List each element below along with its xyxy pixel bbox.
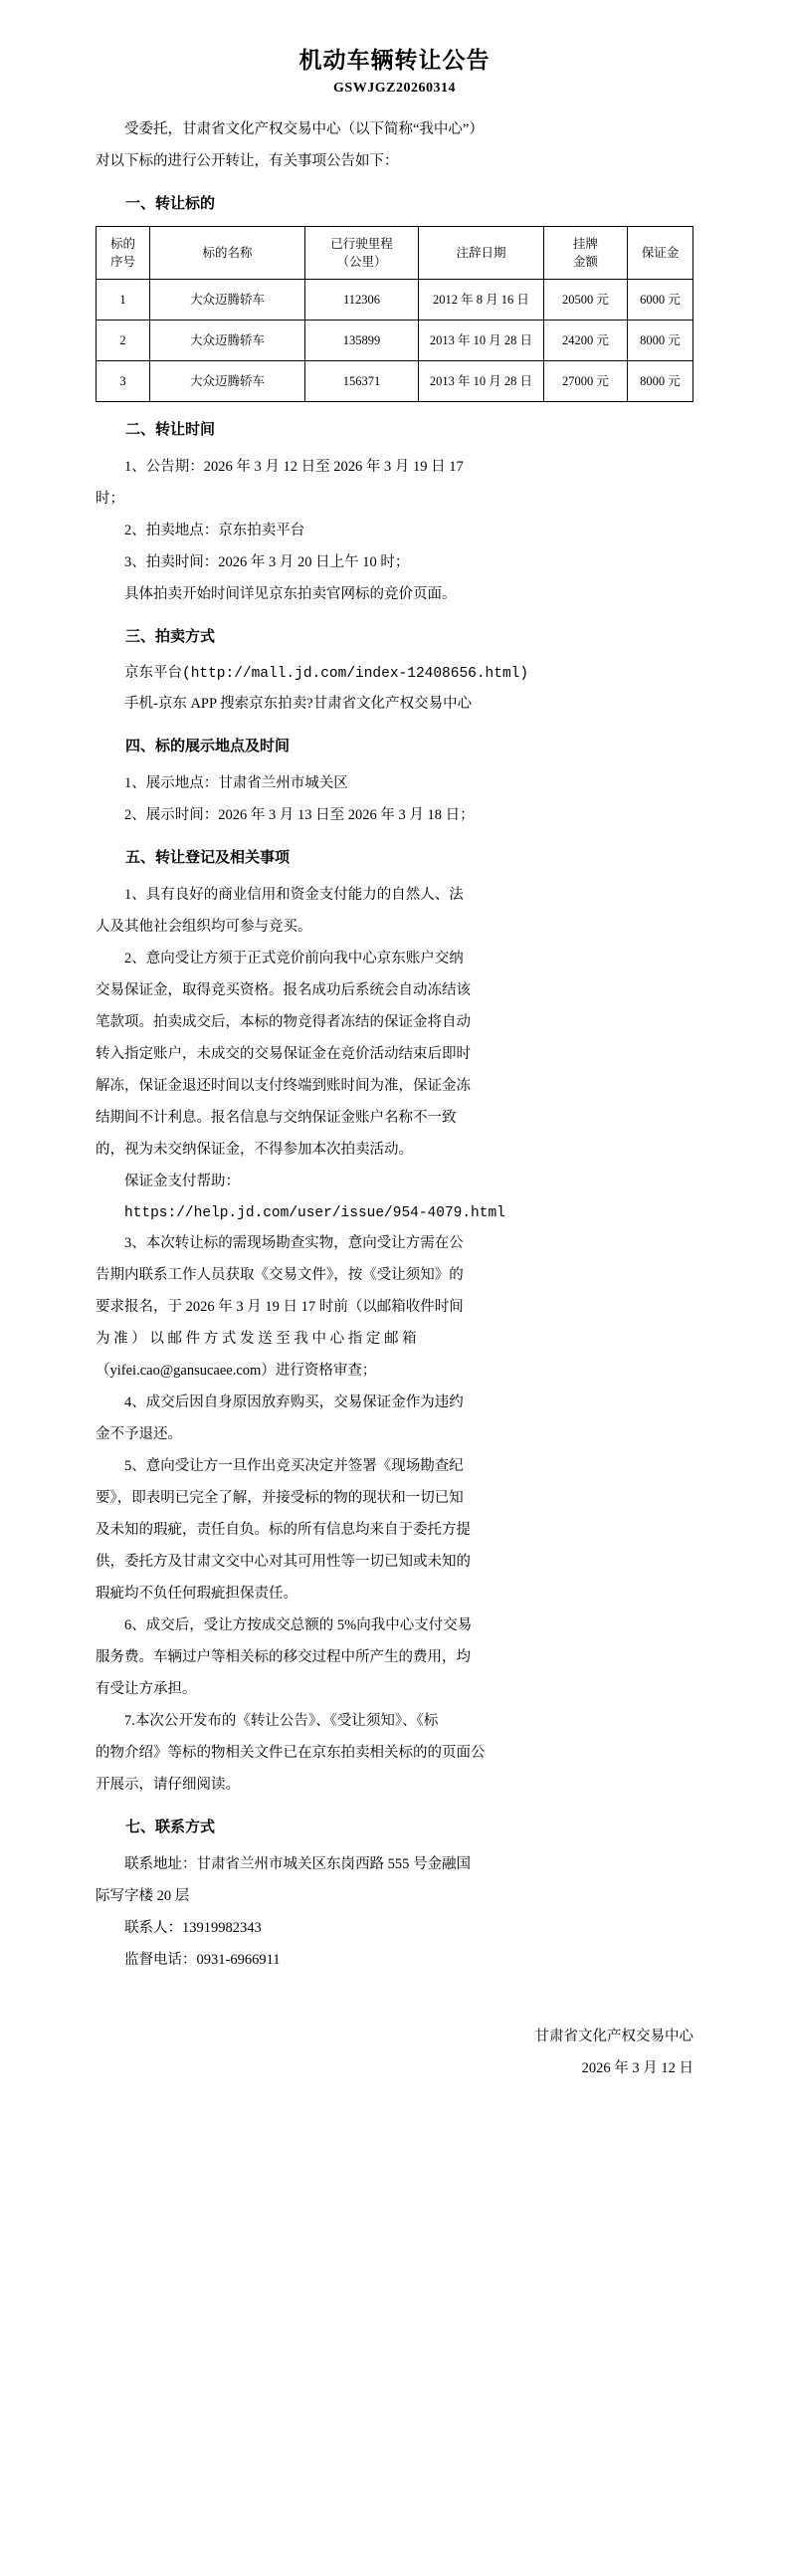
registration-item-3-line3: 要求报名，于 2026 年 3 月 19 日 17 时前（以邮箱收件时间 — [96, 1299, 464, 1315]
intro-paragraph-line-1: 受委托，甘肃省文化产权交易中心（以下简称“我中心”） — [124, 121, 484, 137]
cell-index: 1 — [97, 280, 150, 321]
cell-price: 27000 元 — [544, 361, 628, 402]
supervision-phone: 监督电话：0931-6966911 — [124, 1952, 281, 1968]
registration-item-6-line2: 服务费。车辆过户等相关标的移交过程中所产生的费用，均 — [96, 1649, 471, 1665]
time-item-1-line1: 1、公告期：2026 年 3 月 12 日至 2026 年 3 月 19 日 17 — [124, 459, 464, 475]
time-item-3: 3、拍卖时间：2026 年 3 月 20 日上午 10 时； — [124, 554, 410, 570]
table-header-mileage-line1: 已行驶里程 — [330, 237, 393, 251]
registration-item-3-line2: 告期内联系工作人员获取《交易文件》，按《受让须知》的 — [96, 1267, 464, 1283]
cell-name: 大众迈腾轿车 — [150, 321, 305, 361]
section-heading-contact: 七、联系方式 — [125, 1820, 216, 1835]
table-header-mileage-line2: （公里） — [336, 255, 387, 269]
auction-platform-url[interactable]: 京东平台(http://mall.jd.com/index-12408656.html) — [124, 666, 529, 682]
section-heading-display: 四、标的展示地点及时间 — [125, 739, 291, 754]
document-footer — [96, 2021, 693, 2084]
section-heading-transfer-subject: 一、转让标的 — [125, 196, 216, 212]
registration-item-2-line1: 2、意向受让方须于正式竞价前向我中心京东账户交纳 — [124, 951, 464, 966]
cell-date: 2013 年 10 月 28 日 — [419, 361, 544, 402]
registration-item-6-line1: 6、成交后，受让方按成交总额的 5%向我中心支付交易 — [124, 1617, 473, 1633]
table-header-price-line2: 金额 — [572, 255, 598, 269]
registration-item-3-line1: 3、本次转让标的需现场勘查实物，意向受让方需在公 — [124, 1235, 464, 1251]
table-row — [97, 280, 693, 321]
section-heading-transfer-time: 二、转让时间 — [125, 422, 216, 438]
table-header-price — [544, 227, 628, 280]
vehicle-table — [96, 226, 693, 402]
cell-name: 大众迈腾轿车 — [150, 361, 305, 402]
registration-item-2-line5: 解冻，保证金退还时间以支付终端到账时间为准，保证金冻 — [96, 1078, 471, 1094]
table-header-index — [97, 227, 150, 280]
table-row — [97, 361, 693, 402]
registration-item-2-line7: 的，视为未交纳保证金，不得参加本次拍卖活动。 — [96, 1142, 413, 1158]
cell-index: 3 — [97, 361, 150, 402]
cell-deposit: 6000 元 — [628, 280, 693, 321]
display-location: 1、展示地点：甘肃省兰州市城关区 — [124, 775, 348, 791]
registration-item-5-line2: 要》，即表明已完全了解，并接受标的物的现状和一切已知 — [96, 1490, 464, 1506]
registration-item-5-line5: 瑕疵均不负任何瑕疵担保责任。 — [96, 1586, 297, 1602]
registration-item-2-line3: 笔款项。拍卖成交后，本标的物竞得者冻结的保证金将自动 — [96, 1014, 471, 1030]
cell-mileage: 156371 — [305, 361, 419, 402]
registration-item-7-line1: 7.本次公开发布的《转让公告》、《受让须知》、《标 — [124, 1713, 439, 1729]
registration-item-1-line1: 1、具有良好的商业信用和资金支付能力的自然人、法 — [124, 887, 464, 903]
footer-date: 2026 年 3 月 12 日 — [581, 2060, 693, 2076]
table-header-row — [97, 227, 693, 280]
auction-mobile-app: 手机-京东 APP 搜索京东拍卖?甘肃省文化产权交易中心 — [124, 696, 473, 712]
contact-person: 联系人：13919982343 — [124, 1920, 262, 1936]
cell-price: 24200 元 — [544, 321, 628, 361]
document-number: GSWJGZ20260314 — [333, 81, 456, 96]
cell-deposit: 8000 元 — [628, 361, 693, 402]
cell-mileage: 112306 — [305, 280, 419, 321]
table-header-date: 注辞日期 — [419, 227, 544, 280]
table-header-price-line1: 挂牌 — [572, 237, 598, 251]
section-heading-registration: 五、转让登记及相关事项 — [125, 850, 291, 866]
footer-organization: 甘肃省文化产权交易中心 — [534, 2029, 693, 2044]
deposit-help-label: 保证金支付帮助： — [124, 1174, 240, 1189]
cell-date: 2013 年 10 月 28 日 — [419, 321, 544, 361]
cell-mileage: 135899 — [305, 321, 419, 361]
time-item-1-line2: 时； — [96, 491, 124, 507]
registration-item-6-line3: 有受让方承担。 — [96, 1681, 197, 1697]
cell-date: 2012 年 8 月 16 日 — [419, 280, 544, 321]
registration-item-5-line1: 5、意向受让方一旦作出竞买决定并签署《现场勘查纪 — [124, 1458, 464, 1474]
registration-item-2-line2: 交易保证金，取得竞买资格。报名成功后系统会自动冻结该 — [96, 982, 471, 998]
intro-paragraph-line-2: 对以下标的进行公开转让，有关事项公告如下： — [96, 153, 399, 169]
cell-price: 20500 元 — [544, 280, 628, 321]
time-item-2: 2、拍卖地点：京东拍卖平台 — [124, 523, 305, 538]
time-item-note: 具体拍卖开始时间详见京东拍卖官网标的竞价页面。 — [124, 586, 457, 602]
registration-item-2-line4: 转入指定账户，未成交的交易保证金在竞价活动结束后即时 — [96, 1046, 471, 1062]
registration-item-2-line6: 结期间不计利息。报名信息与交纳保证金账户名称不一致 — [96, 1110, 457, 1126]
registration-item-4-line2: 金不予退还。 — [96, 1426, 182, 1442]
table-header-deposit: 保证金 — [628, 227, 693, 280]
table-header-index-line1: 标的 — [109, 237, 135, 251]
table-row — [97, 321, 693, 361]
registration-item-4-line1: 4、成交后因自身原因放弃购买，交易保证金作为违约 — [124, 1395, 464, 1410]
registration-item-7-line2: 的物介绍》等标的物相关文件已在京东拍卖相关标的的页面公 — [96, 1745, 486, 1761]
registration-item-3-line4: 为 准 ） 以 邮 件 方 式 发 送 至 我 中 心 指 定 邮 箱 — [96, 1331, 417, 1347]
cell-name: 大众迈腾轿车 — [150, 280, 305, 321]
table-header-index-line2: 序号 — [109, 255, 135, 269]
contact-address-line1: 联系地址：甘肃省兰州市城关区东岗西路 555 号金融国 — [124, 1856, 471, 1872]
cell-deposit: 8000 元 — [628, 321, 693, 361]
table-header-name: 标的名称 — [150, 227, 305, 280]
cell-index: 2 — [97, 321, 150, 361]
section-heading-auction-method: 三、拍卖方式 — [125, 629, 216, 645]
display-time: 2、展示时间：2026 年 3 月 13 日至 2026 年 3 月 18 日； — [124, 807, 475, 823]
table-header-mileage — [305, 227, 419, 280]
registration-item-7-line3: 开展示，请仔细阅读。 — [96, 1777, 240, 1793]
deposit-help-url[interactable]: https://help.jd.com/user/issue/954-4079.html — [124, 1205, 505, 1221]
registration-item-5-line3: 及未知的瑕疵，责任自负。标的所有信息均来自于委托方提 — [96, 1522, 471, 1538]
registration-item-1-line2: 人及其他社会组织均可参与竞买。 — [96, 919, 312, 935]
registration-item-3-line5: （yifei.cao@gansucaee.com）进行资格审查； — [96, 1363, 377, 1379]
page-title: 机动车辆转让公告 — [298, 48, 491, 73]
contact-address-line2: 际写字楼 20 层 — [96, 1888, 190, 1904]
registration-item-5-line4: 供，委托方及甘肃文交中心对其可用性等一切已知或未知的 — [96, 1554, 471, 1570]
